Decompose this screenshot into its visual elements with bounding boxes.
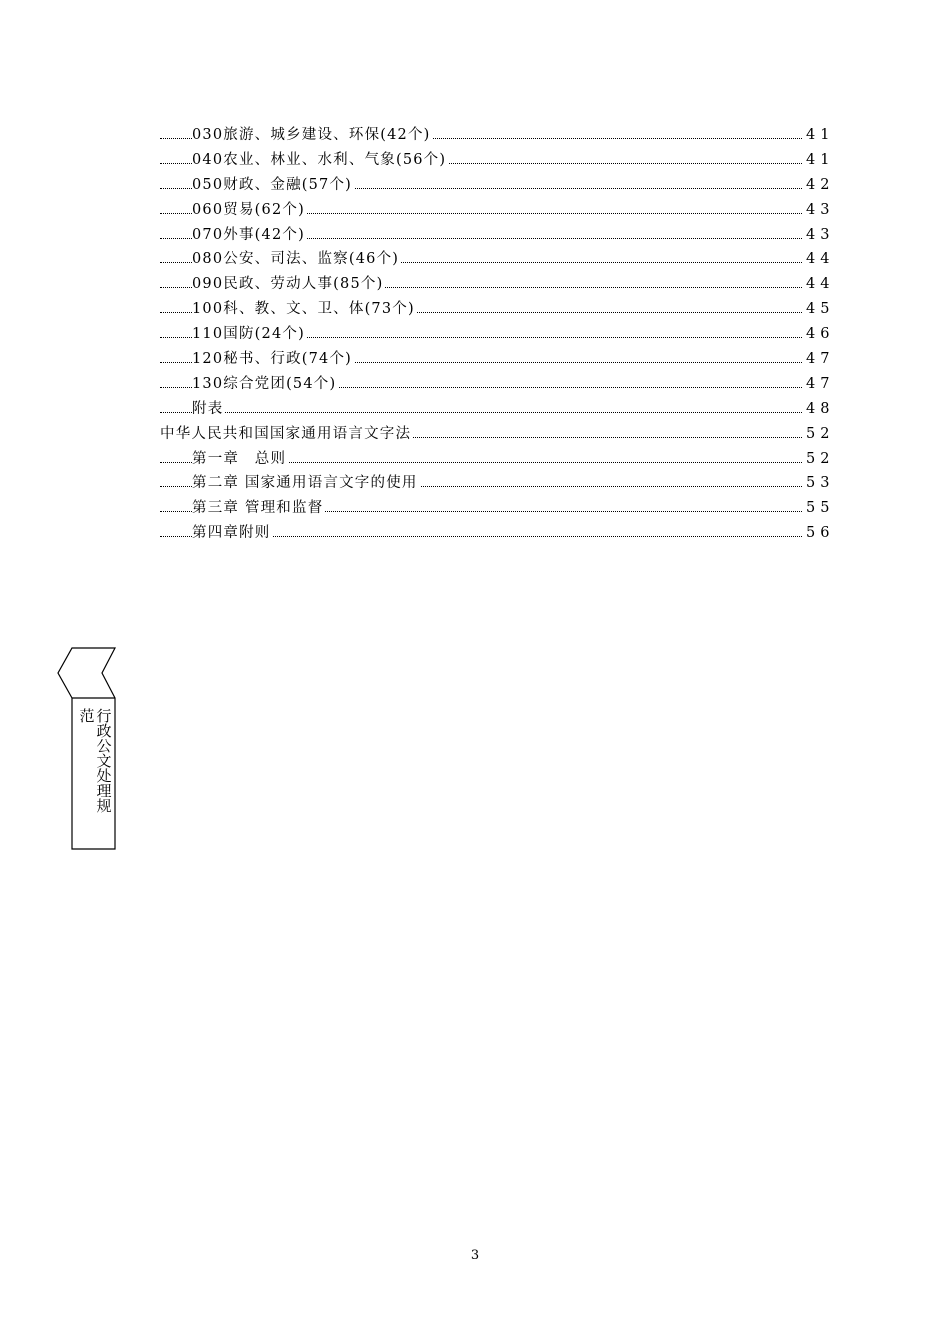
toc-entry[interactable] (0, 447, 950, 472)
toc-entry-label: 130综合党团(54个) (192, 372, 338, 397)
toc-entry-label: 第二章 国家通用语言文字的使用 (192, 471, 420, 496)
page-number: 3 (470, 1248, 480, 1263)
toc-entry[interactable] (0, 521, 950, 546)
toc-entry[interactable] (0, 347, 950, 372)
toc-entry-page: 47 (806, 372, 834, 397)
toc-entry-page: 41 (806, 148, 834, 173)
side-bookmark-tab (56, 646, 118, 851)
toc-entry[interactable] (0, 471, 950, 496)
toc-entry[interactable] (0, 247, 950, 272)
toc-entry[interactable] (0, 322, 950, 347)
toc-entry-page: 44 (806, 247, 834, 272)
toc-entry-page: 43 (806, 198, 834, 223)
toc-entry-page: 52 (806, 422, 834, 447)
toc-entry[interactable] (0, 372, 950, 397)
toc-entry-page: 43 (806, 223, 834, 248)
toc-entry-label: 080公安、司法、监察(46个) (192, 247, 401, 272)
toc-entry-page: 46 (806, 322, 834, 347)
toc-entry-page: 56 (806, 521, 834, 546)
toc-entry[interactable] (0, 496, 950, 521)
toc-entry-label: 第一章 总则 (192, 447, 288, 472)
toc-entry-label: 110国防(24个) (192, 322, 307, 347)
toc-entry-page: 45 (806, 297, 834, 322)
table-of-contents (0, 123, 950, 546)
toc-entry[interactable] (0, 272, 950, 297)
toc-entry-label: 100科、教、文、卫、体(73个) (192, 297, 417, 322)
toc-entry-label: 070外事(42个) (192, 223, 307, 248)
toc-entry-label: 030旅游、城乡建设、环保(42个) (192, 123, 433, 148)
toc-entry-page: 47 (806, 347, 834, 372)
toc-entry-label: 040农业、林业、水利、气象(56个) (192, 148, 448, 173)
toc-entry-page: 44 (806, 272, 834, 297)
toc-entry-label: 第三章 管理和监督 (192, 496, 325, 521)
toc-entry-label: 中华人民共和国国家通用语言文字法 (160, 422, 413, 447)
toc-entry-label: 120秘书、行政(74个) (192, 347, 354, 372)
toc-entry-label: 附表 (192, 397, 225, 422)
side-tab-char: 范 (77, 708, 96, 723)
toc-entry[interactable] (0, 198, 950, 223)
toc-entry-label: 090民政、劳动人事(85个) (192, 272, 385, 297)
toc-entry[interactable] (0, 223, 950, 248)
side-tab-text: 行政公文处理规 (94, 708, 113, 813)
toc-entry[interactable] (0, 422, 950, 447)
toc-entry[interactable] (0, 397, 950, 422)
toc-entry-label: 050财政、金融(57个) (192, 173, 354, 198)
toc-entry[interactable] (0, 148, 950, 173)
toc-entry-page: 41 (806, 123, 834, 148)
toc-entry[interactable] (0, 173, 950, 198)
toc-entry-label: 第四章附则 (192, 521, 273, 546)
toc-entry[interactable] (0, 123, 950, 148)
toc-leader-dots (160, 412, 802, 413)
toc-entry-page: 52 (806, 447, 834, 472)
toc-entry-page: 55 (806, 496, 834, 521)
toc-entry-page: 48 (806, 397, 834, 422)
toc-entry-page: 53 (806, 471, 834, 496)
toc-entry-page: 42 (806, 173, 834, 198)
toc-entry-label: 060贸易(62个) (192, 198, 307, 223)
toc-entry[interactable] (0, 297, 950, 322)
